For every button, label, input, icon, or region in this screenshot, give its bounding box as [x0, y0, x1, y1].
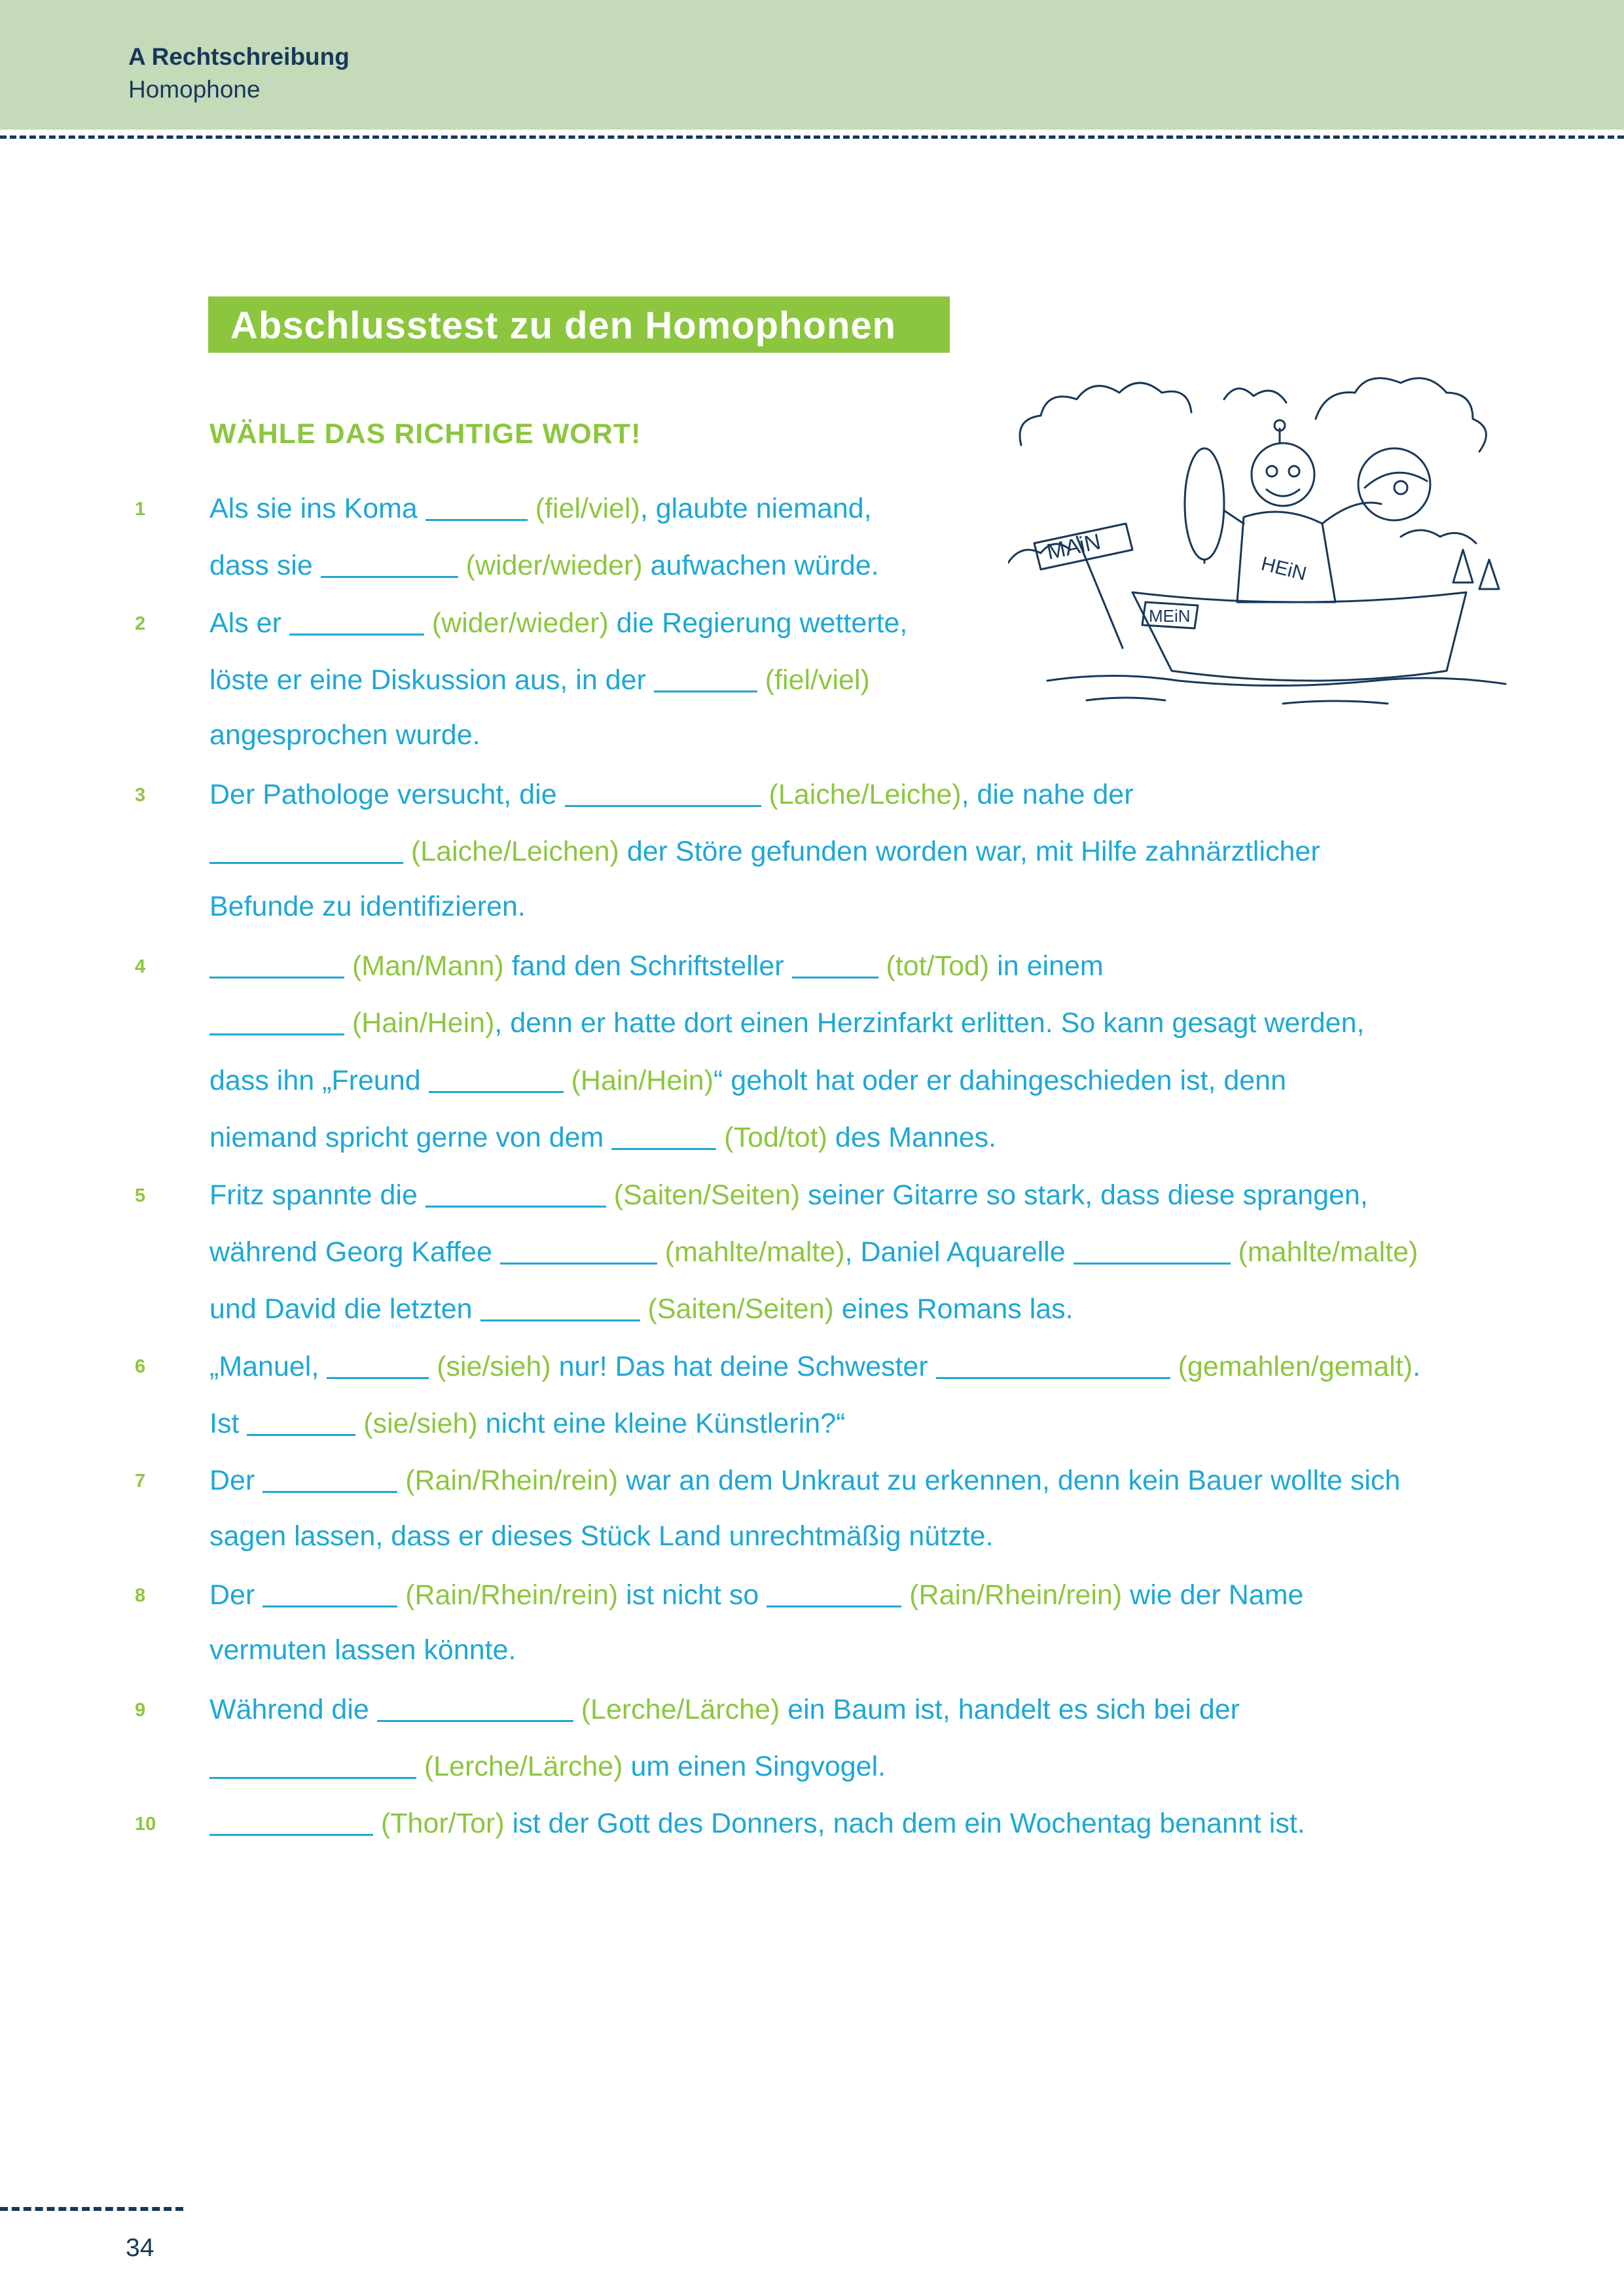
text: vermuten lassen könnte.	[209, 1634, 516, 1666]
man-shirt	[1237, 512, 1335, 602]
exercise-line	[209, 662, 870, 696]
text: der Störe gefunden worden war, mit Hilfe zahnärztlicher	[619, 835, 1320, 867]
answer-blank[interactable]	[767, 1577, 901, 1607]
exercise-line	[209, 1177, 1368, 1211]
answer-blank[interactable]	[209, 834, 403, 864]
text: fand den Schriftsteller	[503, 950, 792, 982]
answer-blank[interactable]	[480, 1291, 640, 1321]
text: Der	[209, 1579, 263, 1611]
text: , Daniel Aquarelle	[844, 1236, 1074, 1268]
word-choice: (Thor/Tor)	[380, 1807, 505, 1839]
word-choice: (Lerche/Lärche)	[581, 1693, 780, 1725]
word-choice: (Laiche/Leichen)	[410, 835, 619, 867]
text: ist nicht so	[618, 1579, 767, 1611]
subsection-title: Homophone	[128, 76, 261, 103]
header-divider	[0, 135, 1624, 139]
text: eines Romans las.	[833, 1293, 1074, 1325]
text: Der Pathologe versucht, die	[209, 778, 565, 810]
text: Als sie ins Koma	[209, 492, 425, 524]
answer-blank[interactable]	[209, 1005, 344, 1035]
text: nur! Das hat deine Schwester	[550, 1350, 936, 1382]
answer-blank[interactable]	[611, 1120, 716, 1150]
exercise-line	[209, 1520, 994, 1552]
text: löste er eine Diskussion aus, in der	[209, 664, 654, 696]
paddle	[1185, 448, 1224, 560]
exercise-number: 7	[135, 1471, 146, 1492]
answer-blank[interactable]	[327, 1349, 429, 1379]
text: angesprochen wurde.	[209, 719, 480, 751]
word-choice: (wider/wieder)	[431, 607, 609, 639]
answer-blank[interactable]	[289, 605, 424, 636]
answer-blank[interactable]	[377, 1692, 573, 1722]
exercise-line	[209, 1120, 996, 1154]
exercise-line	[209, 1806, 1305, 1840]
text: während Georg Kaffee	[209, 1236, 500, 1268]
instruction: WÄHLE DAS RICHTIGE WORT!	[209, 418, 641, 450]
cloud	[1316, 378, 1486, 452]
cloud	[1224, 389, 1286, 403]
exercise-line	[209, 1749, 886, 1783]
text: , denn er hatte dort einen Herzinfarkt erlitten. So kann gesagt werden,	[494, 1007, 1365, 1039]
text: nicht eine kleine Künstlerin?“	[477, 1407, 846, 1439]
answer-blank[interactable]	[425, 491, 528, 521]
exercise-number: 5	[135, 1185, 146, 1206]
word-choice: (Hain/Hein)	[352, 1007, 495, 1039]
word-choice: (Saiten/Seiten)	[613, 1179, 801, 1211]
answer-blank[interactable]	[209, 1806, 373, 1836]
text: niemand spricht gerne von dem	[209, 1121, 612, 1153]
text: in einem	[989, 950, 1104, 982]
word-choice: (fiel/viel)	[535, 492, 640, 524]
exercise-number: 2	[135, 613, 146, 634]
text: sagen lassen, dass er dieses Stück Land unrechtmäßig nützte.	[209, 1520, 994, 1552]
text: war an dem Unkraut zu erkennen, denn kein Bauer wollte sich	[618, 1464, 1401, 1496]
boat-illustration	[1008, 373, 1519, 713]
answer-blank[interactable]	[425, 1177, 606, 1208]
text: seiner Gitarre so stark, dass diese sprangen,	[800, 1179, 1368, 1211]
page-title: Abschlusstest zu den Homophonen	[230, 304, 897, 347]
text: Befunde zu identifizieren.	[209, 891, 526, 922]
word-choice: (Man/Mann)	[352, 950, 504, 982]
exercise-line	[209, 834, 1320, 868]
exercise-line	[209, 891, 526, 923]
text: wie der Name	[1122, 1579, 1304, 1611]
answer-blank[interactable]	[262, 1463, 397, 1493]
text: die Regierung wetterte,	[608, 607, 908, 639]
word-choice: (Laiche/Leiche)	[768, 778, 962, 810]
word-choice: (tot/Tod)	[886, 950, 990, 982]
text: um einen Singvogel.	[623, 1750, 886, 1782]
shirt-label: HEiN	[1259, 552, 1309, 585]
exercise-number: 1	[135, 499, 146, 520]
word-choice: (Rain/Rhein/rein)	[909, 1579, 1123, 1611]
exercise-line	[209, 548, 879, 582]
tree	[1453, 550, 1499, 589]
word-choice: (fiel/viel)	[765, 664, 870, 696]
answer-blank[interactable]	[429, 1063, 564, 1093]
text: , die nahe der	[961, 778, 1134, 810]
word-choice: (sie/sieh)	[437, 1350, 551, 1382]
section-title: A Rechtschreibung	[128, 43, 350, 70]
word-choice: (Lerche/Lärche)	[424, 1750, 623, 1782]
exercise-number: 9	[135, 1700, 146, 1721]
word-choice: (wider/wieder)	[465, 549, 643, 581]
text: und David die letzten	[209, 1293, 480, 1325]
sign-label: MAiN	[1044, 529, 1103, 565]
exercise-line	[209, 948, 1104, 982]
text: aufwachen würde.	[642, 549, 879, 581]
text: dass ihn „Freund	[209, 1064, 429, 1096]
exercise-number: 4	[135, 956, 146, 977]
word-choice: (mahlte/malte)	[1238, 1236, 1418, 1268]
text: Als er	[209, 607, 289, 639]
cloud	[1401, 530, 1476, 543]
exercise-line	[209, 1692, 1240, 1726]
exercise-line	[209, 719, 480, 751]
exercise-line	[209, 1234, 1418, 1268]
answer-blank[interactable]	[209, 1749, 416, 1779]
text: des Mannes.	[827, 1121, 997, 1153]
exercise-line	[209, 1577, 1303, 1611]
word-choice: (Tod/tot)	[724, 1121, 827, 1153]
word-choice: (Hain/Hein)	[571, 1064, 714, 1096]
exercise-line	[209, 1634, 516, 1666]
word-choice: (mahlte/malte)	[664, 1236, 845, 1268]
answer-blank[interactable]	[247, 1406, 355, 1436]
footer-divider	[0, 2207, 183, 2211]
exercise-line	[209, 1463, 1400, 1497]
page-number: 34	[126, 2234, 154, 2262]
text: , glaubte niemand,	[640, 492, 872, 524]
exercise-number: 8	[135, 1585, 146, 1606]
word-choice: (Rain/Rhein/rein)	[405, 1464, 619, 1496]
text: Fritz spannte die	[209, 1179, 425, 1211]
answer-blank[interactable]	[209, 948, 344, 978]
text: „Manuel,	[209, 1350, 327, 1382]
boat-label: MEiN	[1149, 606, 1191, 626]
exercise-number: 6	[135, 1356, 146, 1377]
exercise-line	[209, 777, 1134, 811]
text: ein Baum ist, handelt es sich bei der	[780, 1693, 1240, 1725]
text: dass sie	[209, 549, 321, 581]
exercise-line	[209, 1406, 845, 1440]
text: Der	[209, 1464, 263, 1496]
text: Während die	[209, 1693, 377, 1725]
exercise-line	[209, 491, 872, 525]
word-choice: (gemahlen/gemalt)	[1178, 1350, 1413, 1382]
answer-blank[interactable]	[565, 777, 761, 807]
text: “ geholt hat oder er dahingeschieden ist, denn	[713, 1064, 1286, 1096]
word-choice: (Rain/Rhein/rein)	[405, 1579, 619, 1611]
answer-blank[interactable]	[936, 1349, 1170, 1379]
answer-blank[interactable]	[654, 662, 757, 692]
cloud	[1020, 383, 1191, 445]
word-choice: (sie/sieh)	[363, 1407, 478, 1439]
answer-blank[interactable]	[500, 1234, 657, 1265]
answer-blank[interactable]	[321, 548, 458, 578]
exercise-number: 3	[135, 785, 146, 806]
exercise-line	[209, 1005, 1364, 1039]
exercise-line	[209, 1063, 1286, 1097]
text: Ist	[209, 1407, 247, 1439]
answer-blank[interactable]	[792, 948, 878, 978]
text: .	[1413, 1350, 1421, 1382]
exercise-line	[209, 1291, 1074, 1325]
answer-blank[interactable]	[262, 1577, 397, 1607]
answer-blank[interactable]	[1074, 1234, 1231, 1265]
exercise-line	[209, 1349, 1420, 1383]
exercise-line	[209, 605, 907, 639]
exercise-number: 10	[135, 1814, 156, 1835]
word-choice: (Saiten/Seiten)	[647, 1293, 834, 1325]
text: ist der Gott des Donners, nach dem ein Wochentag benannt ist.	[504, 1807, 1305, 1839]
